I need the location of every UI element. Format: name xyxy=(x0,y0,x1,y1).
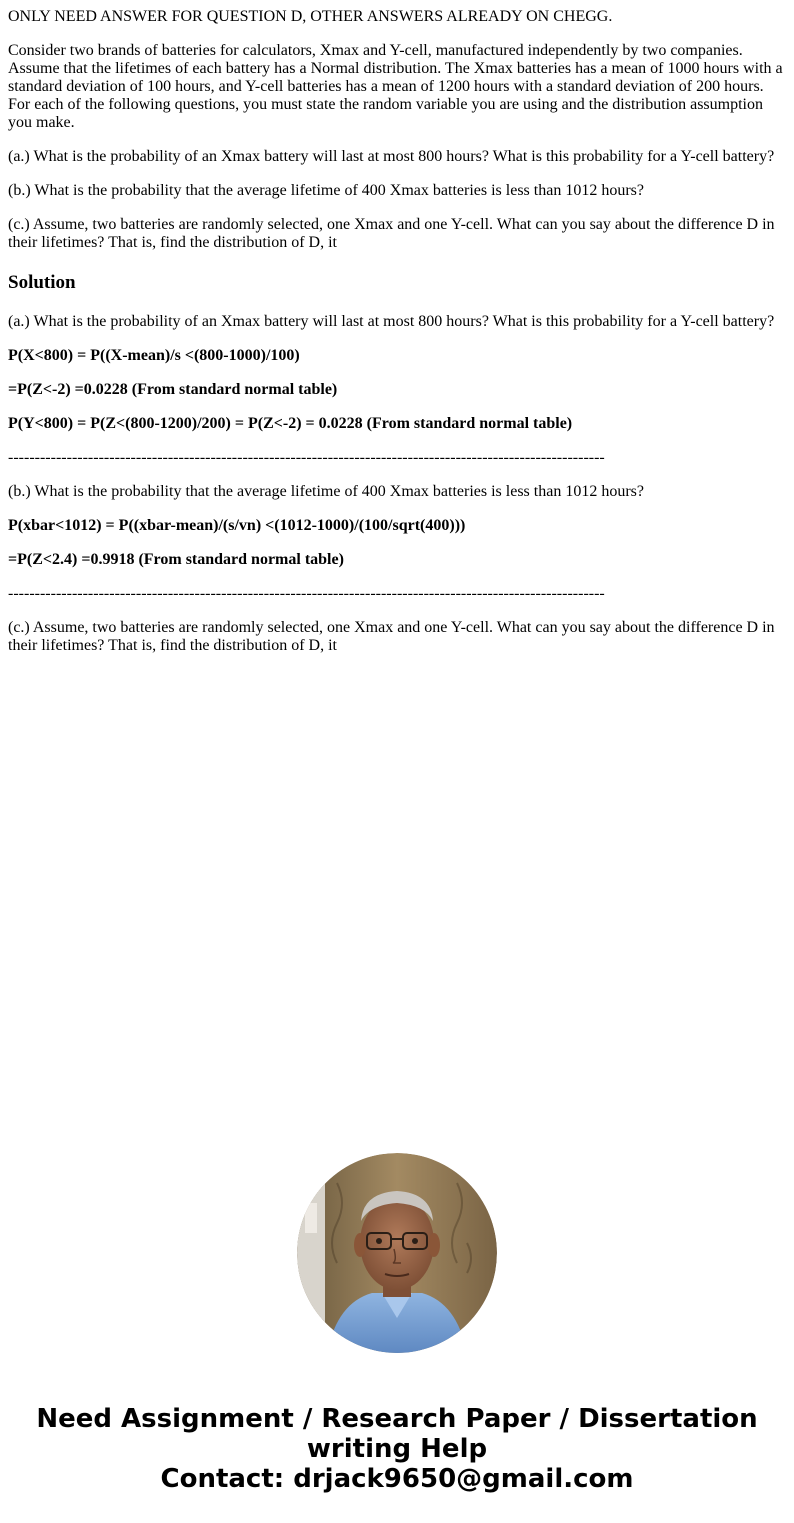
footer-line3: Contact: drjack9650@gmail.com xyxy=(160,1464,634,1494)
solution-a-question: (a.) What is the probability of an Xmax battery will last at most 800 hours? What is this probability for a Y-cell battery? xyxy=(8,313,775,330)
question-part-c: (c.) Assume, two batteries are randomly selected, one Xmax and one Y-cell. What can you say about the difference D in their lifetimes? That is, find the distribution of D, it xyxy=(8,216,775,251)
footer-line1: Need Assignment / Research Paper / Dissertation xyxy=(36,1404,758,1434)
solution-b-question: (b.) What is the probability that the average lifetime of 400 Xmax batteries is less than 1012 hours? xyxy=(8,483,644,500)
question-intro: Consider two brands of batteries for calculators, Xmax and Y-cell, manufactured independently by two companies. Assume that the lifetimes of each battery has a Normal distribution. The Xmax batteries has a mean of 1000 hours with a standard deviation of 100 hours, and Y-cell batteries has a mean of 1200 hours with a standard deviation of 200 hours. For each of the following questions, you must state the random variable you are using and the distribution assumption you make. xyxy=(8,42,783,131)
question-note: ONLY NEED ANSWER FOR QUESTION D, OTHER ANSWERS ALREADY ON CHEGG. xyxy=(8,8,613,25)
solution-b-line1: P(xbar<1012) = P((xbar-mean)/(s/vn) <(1012-1000)/(100/sqrt(400))) xyxy=(8,517,466,534)
solution-a-line1: P(X<800) = P((X-mean)/s <(800-1000)/100) xyxy=(8,347,300,364)
question-part-a: (a.) What is the probability of an Xmax battery will last at most 800 hours? What is this probability for a Y-cell battery? xyxy=(8,148,775,165)
divider: ---------------------------------------------------------------------------------------------------------------- xyxy=(8,585,605,602)
divider: ---------------------------------------------------------------------------------------------------------------- xyxy=(8,449,605,466)
solution-a-line2: =P(Z<-2) =0.0228 (From standard normal table) xyxy=(8,381,338,398)
solution-heading: Solution xyxy=(8,272,76,293)
solution-a-line3: P(Y<800) = P(Z<(800-1200)/200) = P(Z<-2) = 0.0228 (From standard normal table) xyxy=(8,415,573,432)
footer-contact xyxy=(0,1404,794,1494)
question-part-b: (b.) What is the probability that the average lifetime of 400 Xmax batteries is less than 1012 hours? xyxy=(8,182,644,199)
footer-line2: writing Help xyxy=(306,1434,488,1464)
solution-b-line2: =P(Z<2.4) =0.9918 (From standard normal table) xyxy=(8,551,344,568)
tutor-avatar xyxy=(297,1153,497,1353)
solution-c-question: (c.) Assume, two batteries are randomly selected, one Xmax and one Y-cell. What can you say about the difference D in their lifetimes? That is, find the distribution of D, it xyxy=(8,619,775,654)
document-body xyxy=(0,0,794,655)
